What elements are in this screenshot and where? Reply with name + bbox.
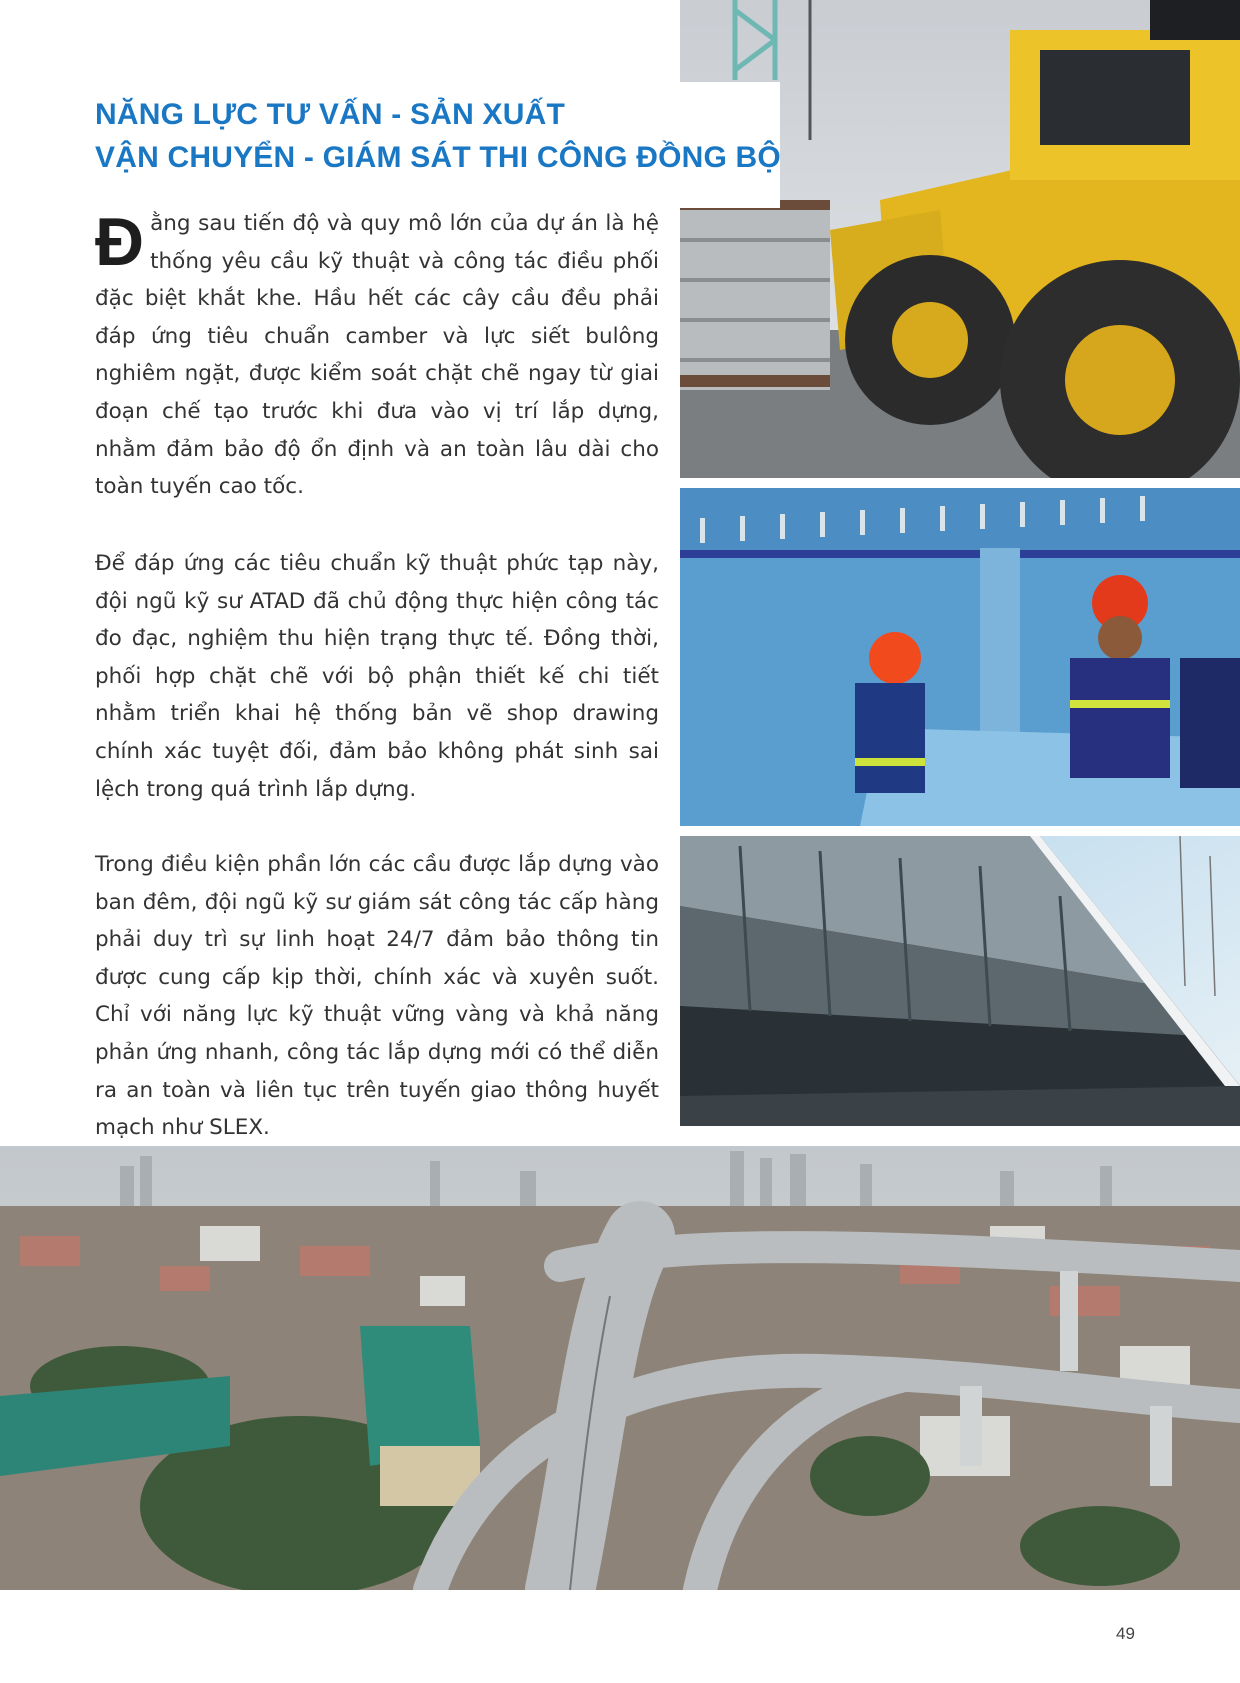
paragraph-2: Để đáp ứng các tiêu chuẩn kỹ thuật phức tạp này, đội ngũ kỹ sư ATAD đã chủ động thực hiện công tác đo đạc, nghiệm thu hiện trạng thực tế. Đồng thời, phối hợp chặt chẽ với bộ phận thiết kế chi tiết nhằm triển khai hệ thống bản vẽ shop drawing chính xác tuyệt đối, đảm bảo không phát sinh sai lệch trong quá trình lắp dựng. — [95, 551, 659, 802]
paragraph-3: Trong điều kiện phần lớn các cầu được lắp dựng vào ban đêm, đội ngũ kỹ sư giám sát công tác cấp hàng phải duy trì sự linh hoạt 24/7 đảm bảo thông tin được cung cấp kịp thời, chính xác và xuyên suốt. Chỉ với năng lực kỹ thuật vững vàng và khả năng phản ứng nhanh, công tác lắp dựng mới có thể diễn ra an toàn và liên tục trên tuyến giao thông huyết mạch như SLEX. — [95, 852, 659, 1141]
page-number: 49 — [1116, 1624, 1135, 1643]
paragraph-1 — [95, 205, 659, 506]
paragraph-1-text: ằng sau tiến độ và quy mô lớn của dự án là hệ thống yêu cầu kỹ thuật và công tác điều phối đặc biệt khắt khe. Hầu hết các cây cầu đều phải đáp ứng tiêu chuẩn camber và lực siết bulông nghiêm ngặt, được kiểm soát chặt chẽ ngay từ giai đoạn chế tạo trước khi đưa vào vị trí lắp dựng, nhằm đảm bảo độ ổn định và an toàn lâu dài cho toàn tuyến cao tốc. — [95, 211, 659, 500]
photo-wheel-loader — [680, 0, 1240, 478]
section-heading-line-1: NĂNG LỰC TƯ VẤN - SẢN XUẤT — [95, 98, 565, 131]
drop-cap: Đ — [95, 204, 145, 280]
section-heading-line-2: VẬN CHUYỂN - GIÁM SÁT THI CÔNG ĐỒNG BỘ — [95, 141, 781, 174]
photo-workers-girder — [680, 488, 1240, 826]
photo-aerial-expressway — [0, 1146, 1240, 1590]
photo-bridge-underside — [680, 836, 1240, 1126]
